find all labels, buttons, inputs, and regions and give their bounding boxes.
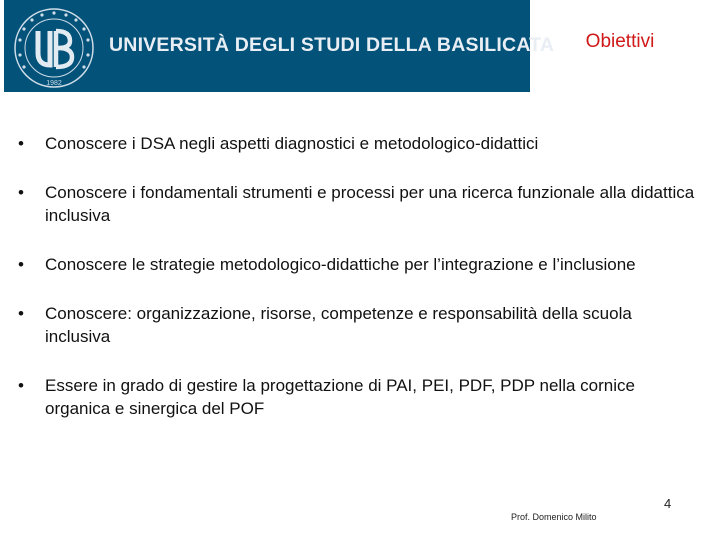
university-seal-logo <box>8 5 100 91</box>
list-item-text: Essere in grado di gestire la progettazione di PAI, PEI, PDF, PDP nella cornice organica e sinergica del POF <box>45 376 635 418</box>
list-item-text: Conoscere i fondamentali strumenti e processi per una ricerca funzionale alla didattica inclusiva <box>45 183 695 225</box>
list-item-text: Conoscere i DSA negli aspetti diagnostici e metodologico-didattici <box>45 134 539 153</box>
bullet-icon: • <box>18 304 24 323</box>
bullet-icon: • <box>18 183 24 202</box>
list-item <box>18 181 698 227</box>
list-item-text: Conoscere le strategie metodologico-didattiche per l’integrazione e l’inclusione <box>45 255 636 274</box>
university-banner <box>4 0 555 92</box>
page-number: 4 <box>664 496 672 511</box>
bullet-icon: • <box>18 376 24 395</box>
list-item <box>18 132 698 155</box>
list-item <box>18 374 698 420</box>
university-name: UNIVERSITÀ DEGLI STUDI DELLA BASILICATA <box>109 34 555 56</box>
list-item <box>18 302 698 348</box>
list-item <box>18 253 698 276</box>
list-item-text: Conoscere: organizzazione, risorse, competenze e responsabilità della scuola inclusiva <box>45 304 632 346</box>
footer-author: Prof. Domenico Milito <box>511 512 597 522</box>
slide-title: Obiettivi <box>585 31 655 52</box>
seal-year: 1982 <box>46 80 62 87</box>
objectives-list <box>18 132 698 446</box>
bullet-icon: • <box>18 134 24 153</box>
bullet-icon: • <box>18 255 24 274</box>
